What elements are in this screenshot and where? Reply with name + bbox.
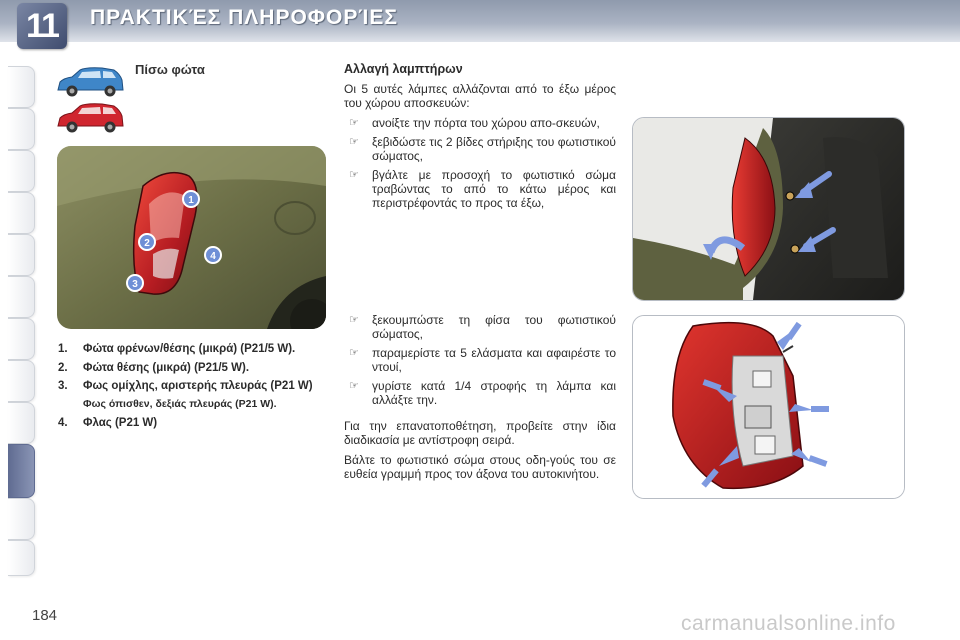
svg-text:4: 4 <box>210 251 216 262</box>
legend-item <box>58 342 334 357</box>
svg-text:1: 1 <box>188 195 194 206</box>
watermark: carmanualsonline.info <box>681 612 896 635</box>
callout-3 <box>127 275 143 291</box>
chapter-tab[interactable] <box>8 108 35 150</box>
car-icon-red <box>54 100 126 136</box>
chapter-tab[interactable] <box>8 276 35 318</box>
legend-text: Φώτα φρένων/θέσης (μικρά) (P21/5 W). <box>83 343 296 355</box>
car-icon-blue <box>54 64 126 100</box>
callout-overlay <box>57 146 326 329</box>
svg-text:3: 3 <box>132 279 138 290</box>
chapter-tabs <box>0 66 36 574</box>
step-item <box>344 346 616 374</box>
pointer-icon: ☞ <box>349 136 359 148</box>
pointer-icon: ☞ <box>349 347 359 359</box>
legend-item <box>58 379 334 394</box>
chapter-tab[interactable] <box>8 540 35 576</box>
callout-4 <box>205 247 221 263</box>
step-text: ανοίξτε την πόρτα του χώρου απο-σκευών, <box>372 116 600 130</box>
legend-text: Φλας (P21 W) <box>83 416 158 429</box>
chapter-tab[interactable] <box>8 318 35 360</box>
chapter-tab[interactable] <box>8 498 35 540</box>
step-item <box>344 313 616 341</box>
pointer-icon: ☞ <box>349 169 359 181</box>
legend-number: 3. <box>58 380 68 392</box>
page-title: ΠΡΑΚΤΙΚΈΣ ΠΛΗΡΟΦΟΡΊΕΣ <box>90 6 398 29</box>
replace-heading: Αλλαγή λαμπτήρων <box>344 62 463 76</box>
pointer-icon: ☞ <box>349 314 359 326</box>
align-text: Βάλτε το φωτιστικό σώμα στους οδη-γούς του σε ευθεία γραμμή προς τον άξονα του αυτοκινήτου. <box>344 453 616 481</box>
legend-text: Φώτα θέσης (μικρά) (P21/5 W). <box>83 361 250 374</box>
chapter-tab[interactable] <box>8 150 35 192</box>
legend-item <box>58 361 334 376</box>
chapter-tab[interactable] <box>8 234 35 276</box>
legend-number: 4. <box>58 416 68 429</box>
section-title: Πίσω φώτα <box>135 62 205 77</box>
replace-intro: Οι 5 αυτές λάμπες αλλάζονται από το έξω μέρος του χώρου αποσκευών: <box>344 82 616 110</box>
step-item <box>344 168 616 210</box>
refit-text: Για την επανατοποθέτηση, προβείτε στην ίδια διαδικασία με αντίστροφη σειρά. <box>344 419 616 447</box>
svg-text:2: 2 <box>144 238 150 249</box>
step-item <box>344 116 616 130</box>
legend-number: 1. <box>58 343 68 355</box>
step-text: ξεβιδώστε τις 2 βίδες στήριξης του φωτιστικού σώματος, <box>372 135 616 163</box>
callout-2 <box>139 234 155 250</box>
legend-text: Φως ομίχλης, αριστερής πλευράς (P21 W) <box>83 380 313 392</box>
step-text: ξεκουμπώστε τη φίσα του φωτιστικού σώματος, <box>372 313 616 341</box>
chapter-tab-active[interactable] <box>8 444 35 498</box>
step-item <box>344 379 616 407</box>
step-text: βγάλτε με προσοχή το φωτιστικό σώμα τραβώντας το από το κάτω μέρος και περιστρέφοντάς το προς τα έξω, <box>372 168 616 210</box>
step-text: γυρίστε κατά 1/4 στροφής τη λάμπα και αλλάξτε την. <box>372 379 616 407</box>
pointer-icon: ☞ <box>349 117 359 129</box>
page-number: 184 <box>32 607 58 624</box>
chapter-number[interactable]: 11 <box>17 3 67 49</box>
legend-note: Φως όπισθεν, δεξιάς πλευράς (P21 W). <box>83 397 277 410</box>
chapter-tab[interactable] <box>8 360 35 402</box>
step-item <box>344 135 616 163</box>
replace-instructions <box>344 62 616 215</box>
chapter-tab[interactable] <box>8 192 35 234</box>
lamp-legend <box>58 342 334 434</box>
boot-screws-photo <box>632 117 905 301</box>
chapter-tab[interactable] <box>8 66 35 108</box>
chapter-tab[interactable] <box>8 402 35 444</box>
lamp-holder-photo <box>632 315 905 499</box>
replace-instructions-2 <box>344 313 616 487</box>
pointer-icon: ☞ <box>349 380 359 392</box>
legend-item <box>58 416 334 431</box>
callout-1 <box>183 191 199 207</box>
legend-number: 2. <box>58 361 68 374</box>
step-text: παραμερίστε τα 5 ελάσματα και αφαιρέστε το ντουί, <box>372 346 616 374</box>
